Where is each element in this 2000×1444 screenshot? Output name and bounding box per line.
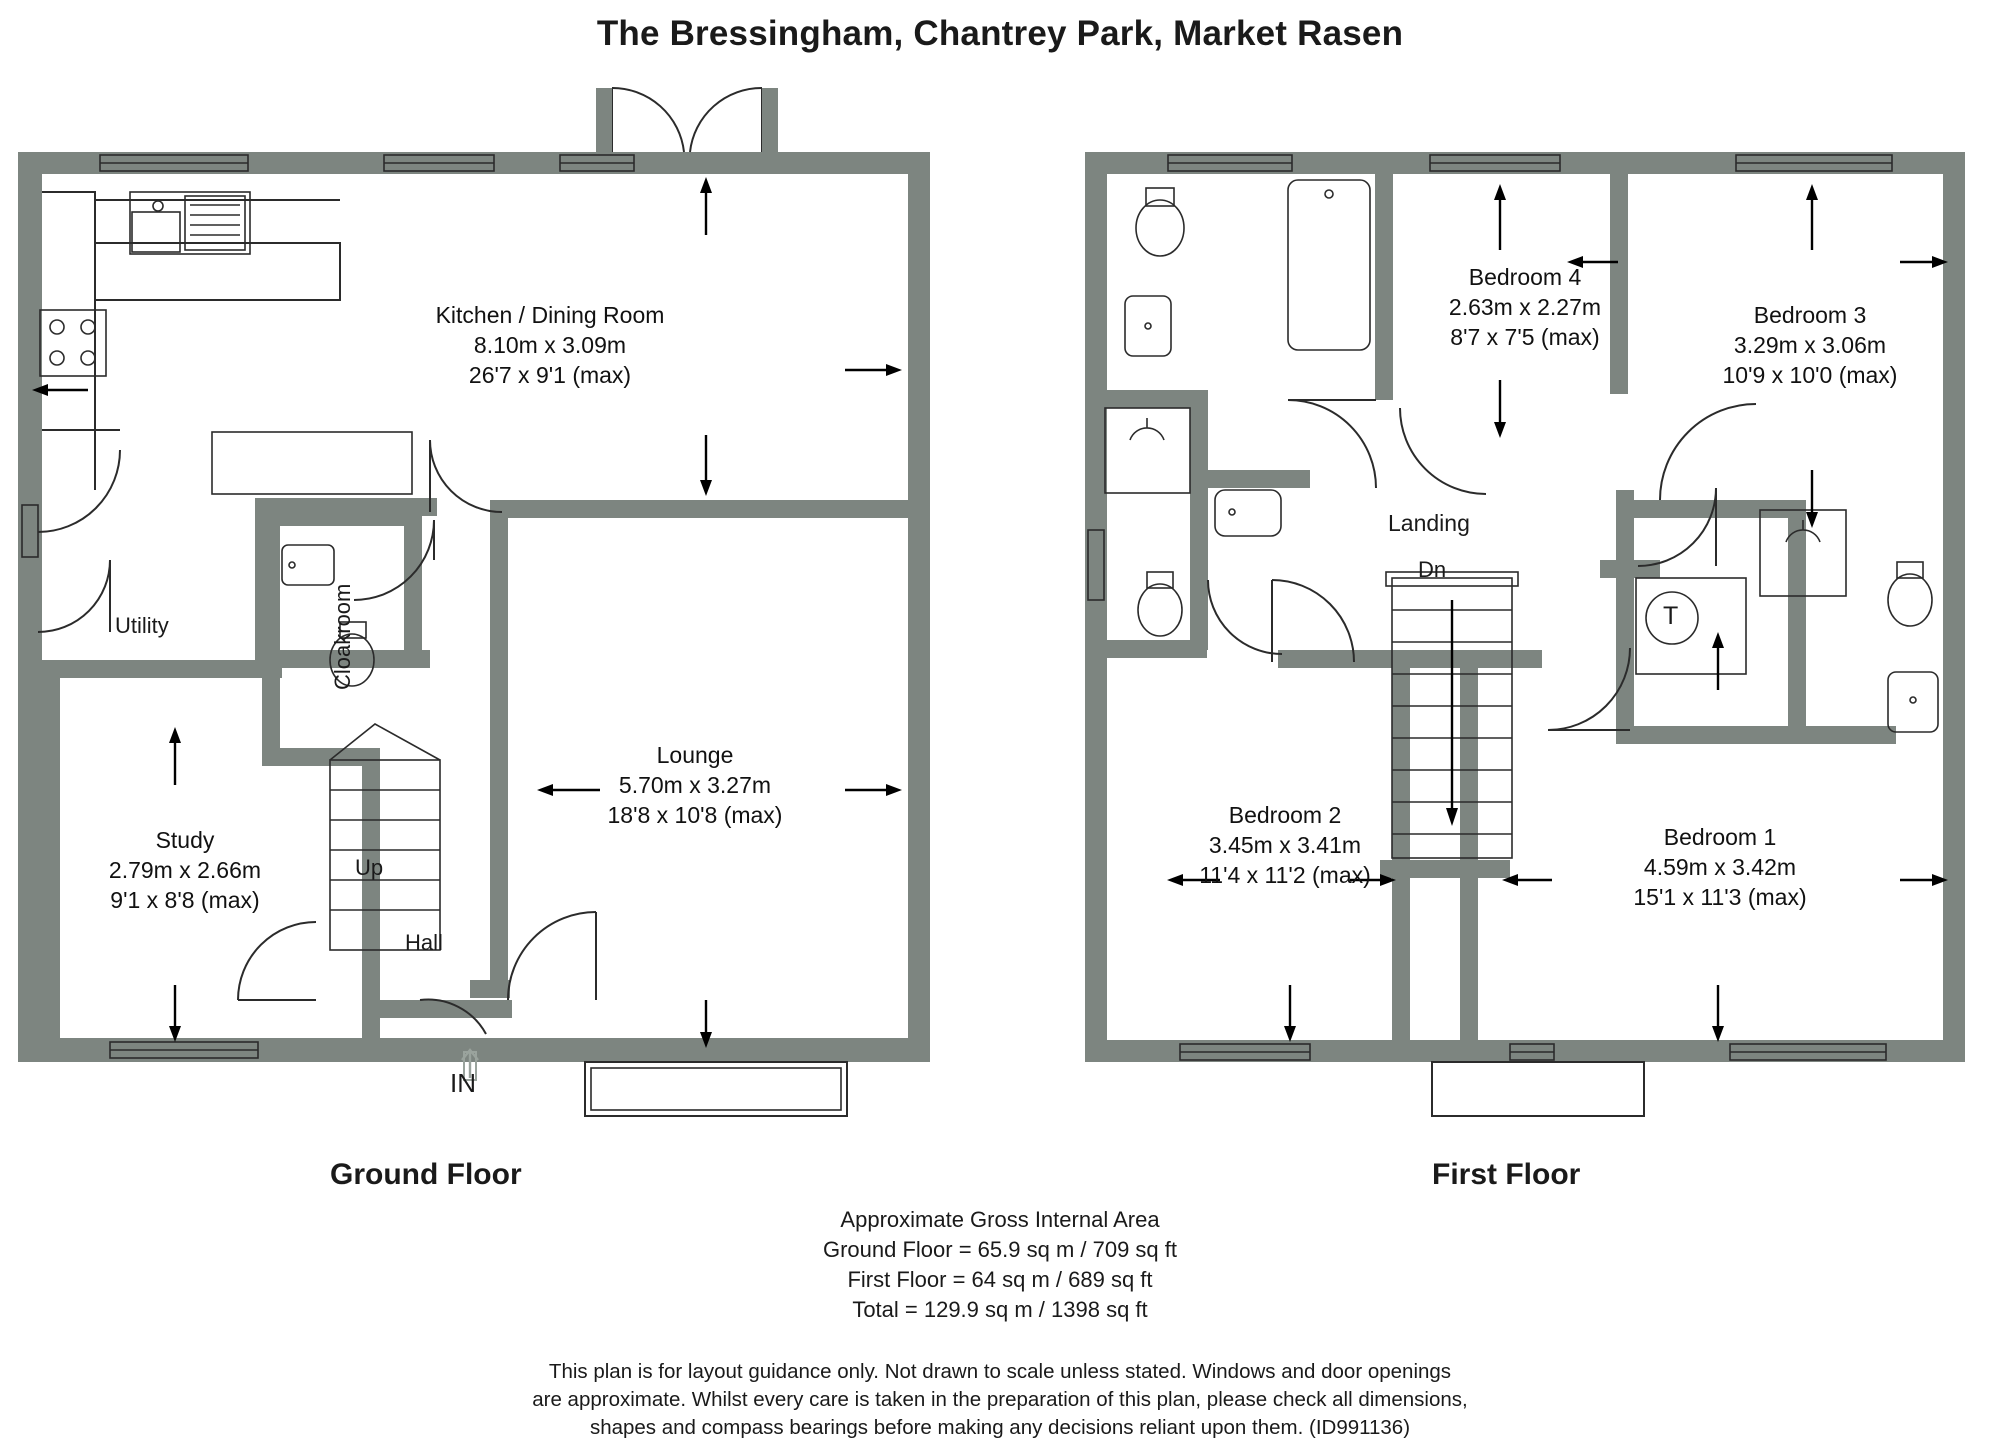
room-label-bedroom-3 <box>1690 300 1930 390</box>
wc-fitting <box>1138 572 1182 636</box>
room-name: Lounge <box>656 742 734 768</box>
ground-floor-caption: Ground Floor <box>330 1158 522 1191</box>
label-entrance-in: IN <box>450 1068 476 1098</box>
label-utility: Utility <box>115 613 169 638</box>
room-imperial: 9'1 x 8'8 (max) <box>110 887 260 913</box>
area-total: Total = 129.9 sq m / 1398 sq ft <box>852 1297 1148 1322</box>
label-tank: T <box>1663 602 1679 630</box>
area-first: First Floor = 64 sq m / 689 sq ft <box>847 1267 1153 1292</box>
area-heading: Approximate Gross Internal Area <box>840 1207 1160 1232</box>
room-metric: 5.70m x 3.27m <box>618 772 772 798</box>
room-label-lounge <box>550 740 840 830</box>
label-landing: Landing <box>1388 510 1470 536</box>
room-name: Bedroom 1 <box>1663 824 1777 850</box>
label-up: Up <box>355 855 384 880</box>
ground-floor-plan <box>18 88 930 1116</box>
basin-fitting <box>1215 490 1281 536</box>
room-name: Bedroom 4 <box>1468 264 1582 290</box>
room-metric: 4.59m x 3.42m <box>1643 854 1797 880</box>
wc-fitting <box>1888 562 1932 626</box>
room-imperial: 10'9 x 10'0 (max) <box>1722 362 1898 388</box>
room-imperial: 11'4 x 11'2 (max) <box>1199 862 1371 888</box>
room-label-bedroom-1 <box>1595 822 1845 912</box>
room-metric: 3.29m x 3.06m <box>1733 332 1887 358</box>
page-title: The Bressingham, Chantrey Park, Market Rasen <box>596 14 1404 53</box>
disclaimer-line-1: This plan is for layout guidance only. Not drawn to scale unless stated. Windows and door openings <box>548 1360 1452 1383</box>
room-imperial: 15'1 x 11'3 (max) <box>1633 884 1807 910</box>
first-floor-caption: First Floor <box>1432 1158 1581 1191</box>
room-imperial: 26'7 x 9'1 (max) <box>468 362 632 388</box>
basin-fitting <box>282 545 334 585</box>
shower-fitting <box>1105 408 1190 493</box>
room-name: Bedroom 3 <box>1753 302 1867 328</box>
basin-fitting <box>1125 296 1171 356</box>
room-name: Bedroom 2 <box>1228 802 1342 828</box>
room-imperial: 8'7 x 7'5 (max) <box>1450 324 1600 350</box>
room-label-kitchen-dining <box>340 300 760 390</box>
bath-fitting <box>1288 180 1370 350</box>
room-metric: 8.10m x 3.09m <box>473 332 627 358</box>
disclaimer <box>0 1358 2000 1442</box>
label-cloakroom: Cloakroom <box>330 583 355 690</box>
room-imperial: 18'8 x 10'8 (max) <box>607 802 783 828</box>
tank-cupboard <box>1636 578 1746 674</box>
label-down: Dn <box>1418 557 1447 582</box>
room-metric: 3.45m x 3.41m <box>1208 832 1362 858</box>
area-summary <box>0 1205 2000 1325</box>
room-label-bedroom-2 <box>1170 800 1400 890</box>
room-label-study <box>60 825 310 915</box>
basin-fitting <box>1888 672 1938 732</box>
disclaimer-line-2: are approximate. Whilst every care is taken in the preparation of this plan, please check all dimensions, <box>532 1388 1468 1411</box>
label-hall: Hall <box>405 930 443 955</box>
room-metric: 2.79m x 2.66m <box>108 857 262 883</box>
area-ground: Ground Floor = 65.9 sq m / 709 sq ft <box>822 1237 1178 1262</box>
room-name: Study <box>155 827 215 853</box>
room-metric: 2.63m x 2.27m <box>1448 294 1602 320</box>
wc-fitting <box>1136 188 1184 256</box>
disclaimer-line-3: shapes and compass bearings before making any decisions reliant upon them. (ID991136) <box>589 1416 1411 1439</box>
room-name: Kitchen / Dining Room <box>435 302 665 328</box>
room-label-bedroom-4 <box>1410 262 1640 352</box>
